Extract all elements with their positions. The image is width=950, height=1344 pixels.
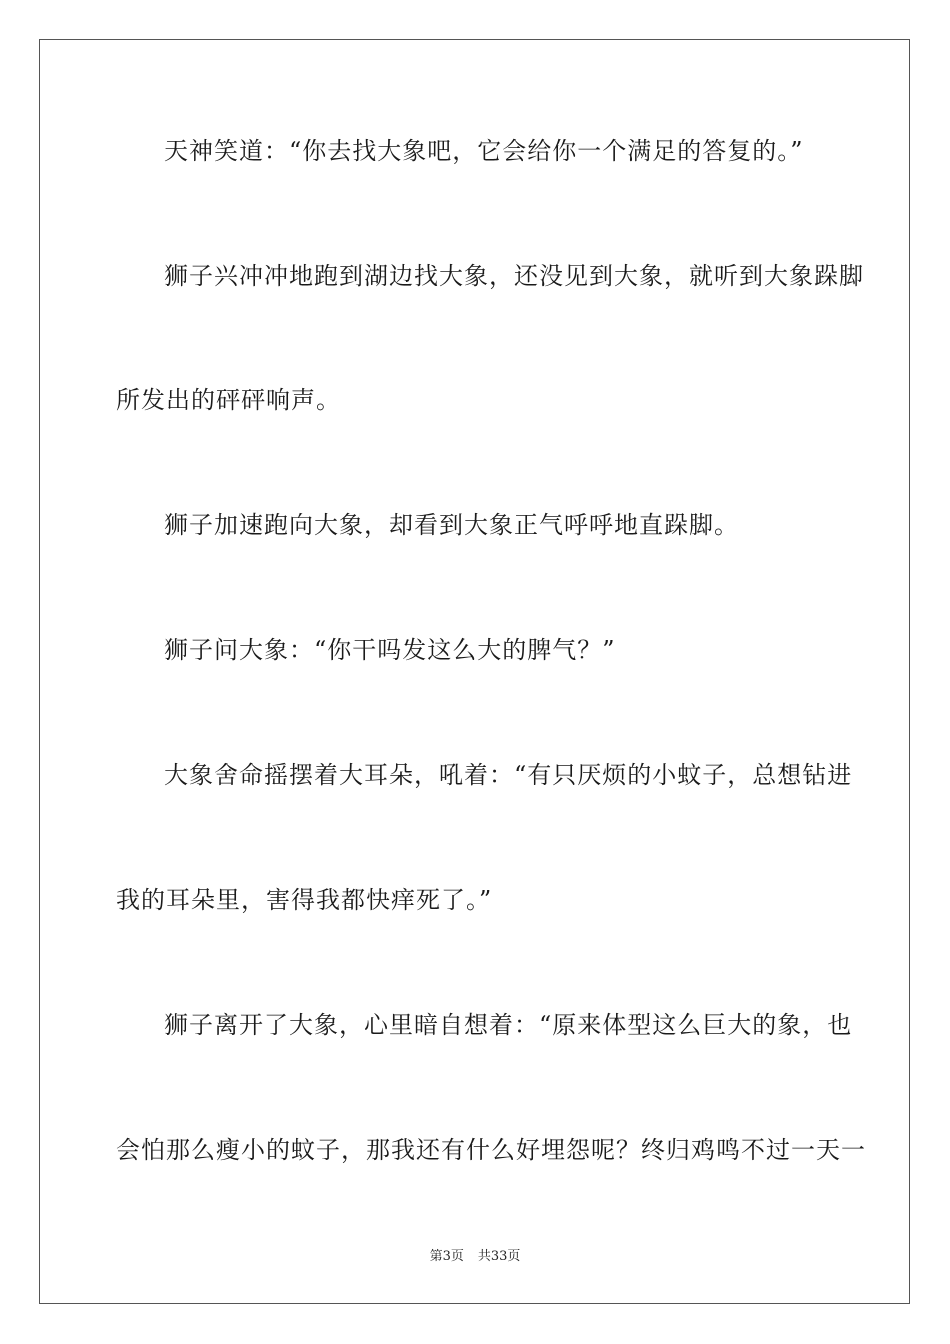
total-pages: 共33页	[477, 1249, 521, 1264]
paragraph-line: 狮子兴冲冲地跑到湖边找大象，还没见到大象，就听到大象跺脚	[164, 262, 864, 290]
page-footer	[0, 1248, 950, 1266]
paragraph-line: 狮子加速跑向大象，却看到大象正气呼呼地直跺脚。	[164, 511, 739, 539]
paragraph-line: 会怕那么瘦小的蚊子，那我还有什么好埋怨呢？终归鸡鸣不过一天一	[116, 1136, 866, 1164]
current-page-number: 第3页	[429, 1249, 464, 1264]
paragraph-line: 所发出的砰砰响声。	[116, 386, 341, 414]
paragraph-line: 狮子离开了大象，心里暗自想着：“原来体型这么巨大的象，也	[164, 1011, 853, 1039]
paragraph-line: 狮子问大象：“你干吗发这么大的脾气？”	[164, 636, 616, 664]
paragraph-line: 天神笑道：“你去找大象吧，它会给你一个满足的答复的。”	[164, 137, 804, 165]
paragraph-line: 大象舍命摇摆着大耳朵，吼着：“有只厌烦的小蚊子，总想钻进	[164, 761, 853, 789]
paragraph-line: 我的耳朵里，害得我都快痒死了。”	[116, 886, 493, 914]
page-border	[39, 39, 910, 1304]
